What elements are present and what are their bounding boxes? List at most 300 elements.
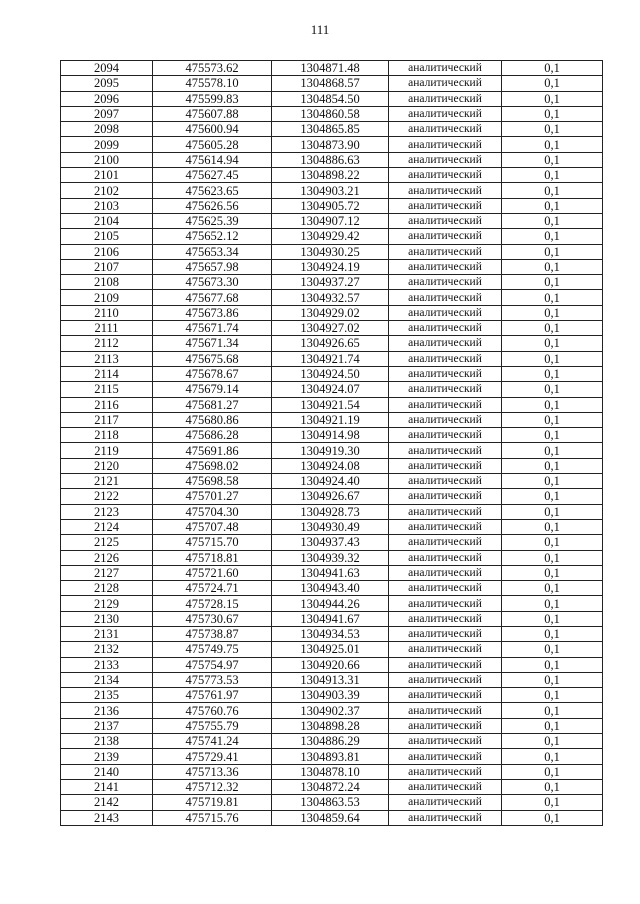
table-row xyxy=(61,565,603,580)
x-coordinate-cell: 475671.74 xyxy=(153,321,272,336)
method-cell: аналитический xyxy=(389,76,502,91)
y-coordinate-cell: 1304886.29 xyxy=(272,734,389,749)
method-cell: аналитический xyxy=(389,596,502,611)
accuracy-cell: 0,1 xyxy=(502,734,603,749)
x-coordinate-cell: 475730.67 xyxy=(153,611,272,626)
y-coordinate-cell: 1304939.32 xyxy=(272,550,389,565)
point-number-cell: 2126 xyxy=(61,550,153,565)
y-coordinate-cell: 1304928.73 xyxy=(272,504,389,519)
point-number-cell: 2114 xyxy=(61,366,153,381)
y-coordinate-cell: 1304937.43 xyxy=(272,535,389,550)
point-number-cell: 2106 xyxy=(61,244,153,259)
table-row xyxy=(61,626,603,641)
method-cell: аналитический xyxy=(389,428,502,443)
y-coordinate-cell: 1304944.26 xyxy=(272,596,389,611)
x-coordinate-cell: 475715.76 xyxy=(153,810,272,825)
y-coordinate-cell: 1304924.08 xyxy=(272,458,389,473)
method-cell: аналитический xyxy=(389,535,502,550)
point-number-cell: 2107 xyxy=(61,259,153,274)
method-cell: аналитический xyxy=(389,412,502,427)
y-coordinate-cell: 1304926.67 xyxy=(272,489,389,504)
method-cell: аналитический xyxy=(389,581,502,596)
point-number-cell: 2132 xyxy=(61,642,153,657)
point-number-cell: 2127 xyxy=(61,565,153,580)
table-row xyxy=(61,122,603,137)
method-cell: аналитический xyxy=(389,626,502,641)
method-cell: аналитический xyxy=(389,565,502,580)
point-number-cell: 2098 xyxy=(61,122,153,137)
table-row xyxy=(61,458,603,473)
table-row xyxy=(61,474,603,489)
y-coordinate-cell: 1304930.25 xyxy=(272,244,389,259)
accuracy-cell: 0,1 xyxy=(502,810,603,825)
accuracy-cell: 0,1 xyxy=(502,397,603,412)
x-coordinate-cell: 475707.48 xyxy=(153,519,272,534)
method-cell: аналитический xyxy=(389,305,502,320)
accuracy-cell: 0,1 xyxy=(502,244,603,259)
x-coordinate-cell: 475712.32 xyxy=(153,779,272,794)
y-coordinate-cell: 1304919.30 xyxy=(272,443,389,458)
x-coordinate-cell: 475673.30 xyxy=(153,275,272,290)
accuracy-cell: 0,1 xyxy=(502,718,603,733)
method-cell: аналитический xyxy=(389,795,502,810)
x-coordinate-cell: 475729.41 xyxy=(153,749,272,764)
x-coordinate-cell: 475607.88 xyxy=(153,106,272,121)
method-cell: аналитический xyxy=(389,443,502,458)
x-coordinate-cell: 475680.86 xyxy=(153,412,272,427)
table-row xyxy=(61,795,603,810)
accuracy-cell: 0,1 xyxy=(502,626,603,641)
y-coordinate-cell: 1304907.12 xyxy=(272,213,389,228)
accuracy-cell: 0,1 xyxy=(502,412,603,427)
y-coordinate-cell: 1304902.37 xyxy=(272,703,389,718)
table-row xyxy=(61,168,603,183)
x-coordinate-cell: 475718.81 xyxy=(153,550,272,565)
point-number-cell: 2099 xyxy=(61,137,153,152)
table-row xyxy=(61,703,603,718)
method-cell: аналитический xyxy=(389,244,502,259)
method-cell: аналитический xyxy=(389,106,502,121)
accuracy-cell: 0,1 xyxy=(502,596,603,611)
accuracy-cell: 0,1 xyxy=(502,61,603,76)
table-row xyxy=(61,779,603,794)
table-row xyxy=(61,61,603,76)
method-cell: аналитический xyxy=(389,489,502,504)
table-row xyxy=(61,764,603,779)
x-coordinate-cell: 475698.58 xyxy=(153,474,272,489)
x-coordinate-cell: 475623.65 xyxy=(153,183,272,198)
x-coordinate-cell: 475573.62 xyxy=(153,61,272,76)
accuracy-cell: 0,1 xyxy=(502,458,603,473)
table-row xyxy=(61,91,603,106)
point-number-cell: 2111 xyxy=(61,321,153,336)
method-cell: аналитический xyxy=(389,336,502,351)
y-coordinate-cell: 1304921.74 xyxy=(272,351,389,366)
point-number-cell: 2120 xyxy=(61,458,153,473)
y-coordinate-cell: 1304924.40 xyxy=(272,474,389,489)
accuracy-cell: 0,1 xyxy=(502,504,603,519)
method-cell: аналитический xyxy=(389,229,502,244)
y-coordinate-cell: 1304878.10 xyxy=(272,764,389,779)
point-number-cell: 2123 xyxy=(61,504,153,519)
accuracy-cell: 0,1 xyxy=(502,703,603,718)
method-cell: аналитический xyxy=(389,779,502,794)
x-coordinate-cell: 475691.86 xyxy=(153,443,272,458)
method-cell: аналитический xyxy=(389,474,502,489)
y-coordinate-cell: 1304854.50 xyxy=(272,91,389,106)
method-cell: аналитический xyxy=(389,168,502,183)
x-coordinate-cell: 475755.79 xyxy=(153,718,272,733)
accuracy-cell: 0,1 xyxy=(502,91,603,106)
table-row xyxy=(61,412,603,427)
point-number-cell: 2108 xyxy=(61,275,153,290)
table-row xyxy=(61,504,603,519)
x-coordinate-cell: 475761.97 xyxy=(153,688,272,703)
y-coordinate-cell: 1304898.28 xyxy=(272,718,389,733)
x-coordinate-cell: 475721.60 xyxy=(153,565,272,580)
point-number-cell: 2101 xyxy=(61,168,153,183)
accuracy-cell: 0,1 xyxy=(502,688,603,703)
coordinates-table xyxy=(60,60,603,826)
method-cell: аналитический xyxy=(389,275,502,290)
method-cell: аналитический xyxy=(389,703,502,718)
method-cell: аналитический xyxy=(389,351,502,366)
x-coordinate-cell: 475605.28 xyxy=(153,137,272,152)
y-coordinate-cell: 1304860.58 xyxy=(272,106,389,121)
table-row xyxy=(61,198,603,213)
x-coordinate-cell: 475715.70 xyxy=(153,535,272,550)
point-number-cell: 2118 xyxy=(61,428,153,443)
y-coordinate-cell: 1304926.65 xyxy=(272,336,389,351)
table-row xyxy=(61,229,603,244)
accuracy-cell: 0,1 xyxy=(502,489,603,504)
point-number-cell: 2103 xyxy=(61,198,153,213)
accuracy-cell: 0,1 xyxy=(502,76,603,91)
x-coordinate-cell: 475614.94 xyxy=(153,152,272,167)
point-number-cell: 2100 xyxy=(61,152,153,167)
point-number-cell: 2096 xyxy=(61,91,153,106)
y-coordinate-cell: 1304924.50 xyxy=(272,366,389,381)
y-coordinate-cell: 1304924.07 xyxy=(272,382,389,397)
point-number-cell: 2136 xyxy=(61,703,153,718)
x-coordinate-cell: 475713.36 xyxy=(153,764,272,779)
y-coordinate-cell: 1304943.40 xyxy=(272,581,389,596)
method-cell: аналитический xyxy=(389,152,502,167)
accuracy-cell: 0,1 xyxy=(502,672,603,687)
point-number-cell: 2140 xyxy=(61,764,153,779)
x-coordinate-cell: 475686.28 xyxy=(153,428,272,443)
table-row xyxy=(61,810,603,825)
accuracy-cell: 0,1 xyxy=(502,275,603,290)
accuracy-cell: 0,1 xyxy=(502,657,603,672)
y-coordinate-cell: 1304924.19 xyxy=(272,259,389,274)
method-cell: аналитический xyxy=(389,259,502,274)
x-coordinate-cell: 475578.10 xyxy=(153,76,272,91)
point-number-cell: 2137 xyxy=(61,718,153,733)
method-cell: аналитический xyxy=(389,519,502,534)
point-number-cell: 2105 xyxy=(61,229,153,244)
x-coordinate-cell: 475625.39 xyxy=(153,213,272,228)
accuracy-cell: 0,1 xyxy=(502,611,603,626)
point-number-cell: 2097 xyxy=(61,106,153,121)
point-number-cell: 2131 xyxy=(61,626,153,641)
table-row xyxy=(61,443,603,458)
y-coordinate-cell: 1304941.63 xyxy=(272,565,389,580)
x-coordinate-cell: 475749.75 xyxy=(153,642,272,657)
accuracy-cell: 0,1 xyxy=(502,168,603,183)
table-row xyxy=(61,672,603,687)
y-coordinate-cell: 1304903.39 xyxy=(272,688,389,703)
accuracy-cell: 0,1 xyxy=(502,198,603,213)
y-coordinate-cell: 1304903.21 xyxy=(272,183,389,198)
y-coordinate-cell: 1304925.01 xyxy=(272,642,389,657)
table-row xyxy=(61,581,603,596)
x-coordinate-cell: 475678.67 xyxy=(153,366,272,381)
y-coordinate-cell: 1304893.81 xyxy=(272,749,389,764)
table-row xyxy=(61,213,603,228)
x-coordinate-cell: 475679.14 xyxy=(153,382,272,397)
accuracy-cell: 0,1 xyxy=(502,474,603,489)
table-row xyxy=(61,688,603,703)
point-number-cell: 2102 xyxy=(61,183,153,198)
method-cell: аналитический xyxy=(389,550,502,565)
y-coordinate-cell: 1304859.64 xyxy=(272,810,389,825)
y-coordinate-cell: 1304905.72 xyxy=(272,198,389,213)
x-coordinate-cell: 475701.27 xyxy=(153,489,272,504)
accuracy-cell: 0,1 xyxy=(502,535,603,550)
table-row xyxy=(61,642,603,657)
x-coordinate-cell: 475698.02 xyxy=(153,458,272,473)
table-row xyxy=(61,489,603,504)
y-coordinate-cell: 1304929.42 xyxy=(272,229,389,244)
point-number-cell: 2119 xyxy=(61,443,153,458)
point-number-cell: 2125 xyxy=(61,535,153,550)
y-coordinate-cell: 1304937.27 xyxy=(272,275,389,290)
accuracy-cell: 0,1 xyxy=(502,550,603,565)
table-row xyxy=(61,106,603,121)
method-cell: аналитический xyxy=(389,321,502,336)
table-row xyxy=(61,366,603,381)
point-number-cell: 2130 xyxy=(61,611,153,626)
x-coordinate-cell: 475653.34 xyxy=(153,244,272,259)
accuracy-cell: 0,1 xyxy=(502,382,603,397)
table-row xyxy=(61,152,603,167)
x-coordinate-cell: 475677.68 xyxy=(153,290,272,305)
y-coordinate-cell: 1304863.53 xyxy=(272,795,389,810)
y-coordinate-cell: 1304934.53 xyxy=(272,626,389,641)
x-coordinate-cell: 475704.30 xyxy=(153,504,272,519)
point-number-cell: 2109 xyxy=(61,290,153,305)
accuracy-cell: 0,1 xyxy=(502,152,603,167)
table-row xyxy=(61,244,603,259)
table-row xyxy=(61,290,603,305)
table-row xyxy=(61,321,603,336)
x-coordinate-cell: 475671.34 xyxy=(153,336,272,351)
table-row xyxy=(61,428,603,443)
accuracy-cell: 0,1 xyxy=(502,565,603,580)
method-cell: аналитический xyxy=(389,810,502,825)
x-coordinate-cell: 475738.87 xyxy=(153,626,272,641)
table-row xyxy=(61,183,603,198)
x-coordinate-cell: 475675.68 xyxy=(153,351,272,366)
method-cell: аналитический xyxy=(389,611,502,626)
method-cell: аналитический xyxy=(389,61,502,76)
method-cell: аналитический xyxy=(389,198,502,213)
x-coordinate-cell: 475627.45 xyxy=(153,168,272,183)
page-number: 111 xyxy=(310,22,330,37)
x-coordinate-cell: 475681.27 xyxy=(153,397,272,412)
y-coordinate-cell: 1304920.66 xyxy=(272,657,389,672)
table-row xyxy=(61,611,603,626)
y-coordinate-cell: 1304872.24 xyxy=(272,779,389,794)
accuracy-cell: 0,1 xyxy=(502,749,603,764)
y-coordinate-cell: 1304873.90 xyxy=(272,137,389,152)
method-cell: аналитический xyxy=(389,397,502,412)
y-coordinate-cell: 1304868.57 xyxy=(272,76,389,91)
table-row xyxy=(61,535,603,550)
x-coordinate-cell: 475626.56 xyxy=(153,198,272,213)
point-number-cell: 2133 xyxy=(61,657,153,672)
point-number-cell: 2117 xyxy=(61,412,153,427)
x-coordinate-cell: 475773.53 xyxy=(153,672,272,687)
table-row xyxy=(61,550,603,565)
table-row xyxy=(61,305,603,320)
method-cell: аналитический xyxy=(389,749,502,764)
accuracy-cell: 0,1 xyxy=(502,795,603,810)
method-cell: аналитический xyxy=(389,137,502,152)
y-coordinate-cell: 1304921.54 xyxy=(272,397,389,412)
y-coordinate-cell: 1304914.98 xyxy=(272,428,389,443)
method-cell: аналитический xyxy=(389,504,502,519)
table-row xyxy=(61,749,603,764)
accuracy-cell: 0,1 xyxy=(502,336,603,351)
table-row xyxy=(61,519,603,534)
method-cell: аналитический xyxy=(389,734,502,749)
point-number-cell: 2138 xyxy=(61,734,153,749)
method-cell: аналитический xyxy=(389,688,502,703)
point-number-cell: 2122 xyxy=(61,489,153,504)
point-number-cell: 2139 xyxy=(61,749,153,764)
y-coordinate-cell: 1304932.57 xyxy=(272,290,389,305)
point-number-cell: 2141 xyxy=(61,779,153,794)
accuracy-cell: 0,1 xyxy=(502,213,603,228)
x-coordinate-cell: 475754.97 xyxy=(153,657,272,672)
point-number-cell: 2110 xyxy=(61,305,153,320)
method-cell: аналитический xyxy=(389,213,502,228)
table-row xyxy=(61,718,603,733)
table-row xyxy=(61,336,603,351)
y-coordinate-cell: 1304886.63 xyxy=(272,152,389,167)
method-cell: аналитический xyxy=(389,290,502,305)
table-row xyxy=(61,382,603,397)
point-number-cell: 2113 xyxy=(61,351,153,366)
point-number-cell: 2112 xyxy=(61,336,153,351)
table-row xyxy=(61,275,603,290)
x-coordinate-cell: 475719.81 xyxy=(153,795,272,810)
x-coordinate-cell: 475673.86 xyxy=(153,305,272,320)
point-number-cell: 2135 xyxy=(61,688,153,703)
accuracy-cell: 0,1 xyxy=(502,779,603,794)
y-coordinate-cell: 1304913.31 xyxy=(272,672,389,687)
table-row xyxy=(61,259,603,274)
x-coordinate-cell: 475741.24 xyxy=(153,734,272,749)
table-row xyxy=(61,351,603,366)
point-number-cell: 2143 xyxy=(61,810,153,825)
accuracy-cell: 0,1 xyxy=(502,321,603,336)
x-coordinate-cell: 475728.15 xyxy=(153,596,272,611)
y-coordinate-cell: 1304930.49 xyxy=(272,519,389,534)
point-number-cell: 2129 xyxy=(61,596,153,611)
accuracy-cell: 0,1 xyxy=(502,305,603,320)
point-number-cell: 2094 xyxy=(61,61,153,76)
accuracy-cell: 0,1 xyxy=(502,106,603,121)
table-row xyxy=(61,397,603,412)
point-number-cell: 2121 xyxy=(61,474,153,489)
method-cell: аналитический xyxy=(389,458,502,473)
y-coordinate-cell: 1304865.85 xyxy=(272,122,389,137)
y-coordinate-cell: 1304927.02 xyxy=(272,321,389,336)
accuracy-cell: 0,1 xyxy=(502,290,603,305)
accuracy-cell: 0,1 xyxy=(502,642,603,657)
table-row xyxy=(61,734,603,749)
accuracy-cell: 0,1 xyxy=(502,764,603,779)
table-row xyxy=(61,596,603,611)
y-coordinate-cell: 1304871.48 xyxy=(272,61,389,76)
accuracy-cell: 0,1 xyxy=(502,137,603,152)
x-coordinate-cell: 475724.71 xyxy=(153,581,272,596)
point-number-cell: 2115 xyxy=(61,382,153,397)
x-coordinate-cell: 475760.76 xyxy=(153,703,272,718)
accuracy-cell: 0,1 xyxy=(502,259,603,274)
table-row xyxy=(61,657,603,672)
y-coordinate-cell: 1304929.02 xyxy=(272,305,389,320)
x-coordinate-cell: 475600.94 xyxy=(153,122,272,137)
y-coordinate-cell: 1304898.22 xyxy=(272,168,389,183)
method-cell: аналитический xyxy=(389,91,502,106)
point-number-cell: 2142 xyxy=(61,795,153,810)
coordinates-table-body xyxy=(61,61,603,826)
accuracy-cell: 0,1 xyxy=(502,428,603,443)
x-coordinate-cell: 475599.83 xyxy=(153,91,272,106)
method-cell: аналитический xyxy=(389,672,502,687)
method-cell: аналитический xyxy=(389,183,502,198)
accuracy-cell: 0,1 xyxy=(502,519,603,534)
accuracy-cell: 0,1 xyxy=(502,351,603,366)
accuracy-cell: 0,1 xyxy=(502,122,603,137)
y-coordinate-cell: 1304921.19 xyxy=(272,412,389,427)
method-cell: аналитический xyxy=(389,366,502,381)
point-number-cell: 2128 xyxy=(61,581,153,596)
point-number-cell: 2134 xyxy=(61,672,153,687)
method-cell: аналитический xyxy=(389,764,502,779)
point-number-cell: 2104 xyxy=(61,213,153,228)
accuracy-cell: 0,1 xyxy=(502,443,603,458)
point-number-cell: 2095 xyxy=(61,76,153,91)
point-number-cell: 2116 xyxy=(61,397,153,412)
x-coordinate-cell: 475652.12 xyxy=(153,229,272,244)
method-cell: аналитический xyxy=(389,657,502,672)
method-cell: аналитический xyxy=(389,718,502,733)
table-row xyxy=(61,137,603,152)
method-cell: аналитический xyxy=(389,122,502,137)
table-row xyxy=(61,76,603,91)
y-coordinate-cell: 1304941.67 xyxy=(272,611,389,626)
x-coordinate-cell: 475657.98 xyxy=(153,259,272,274)
method-cell: аналитический xyxy=(389,382,502,397)
accuracy-cell: 0,1 xyxy=(502,581,603,596)
point-number-cell: 2124 xyxy=(61,519,153,534)
accuracy-cell: 0,1 xyxy=(502,183,603,198)
